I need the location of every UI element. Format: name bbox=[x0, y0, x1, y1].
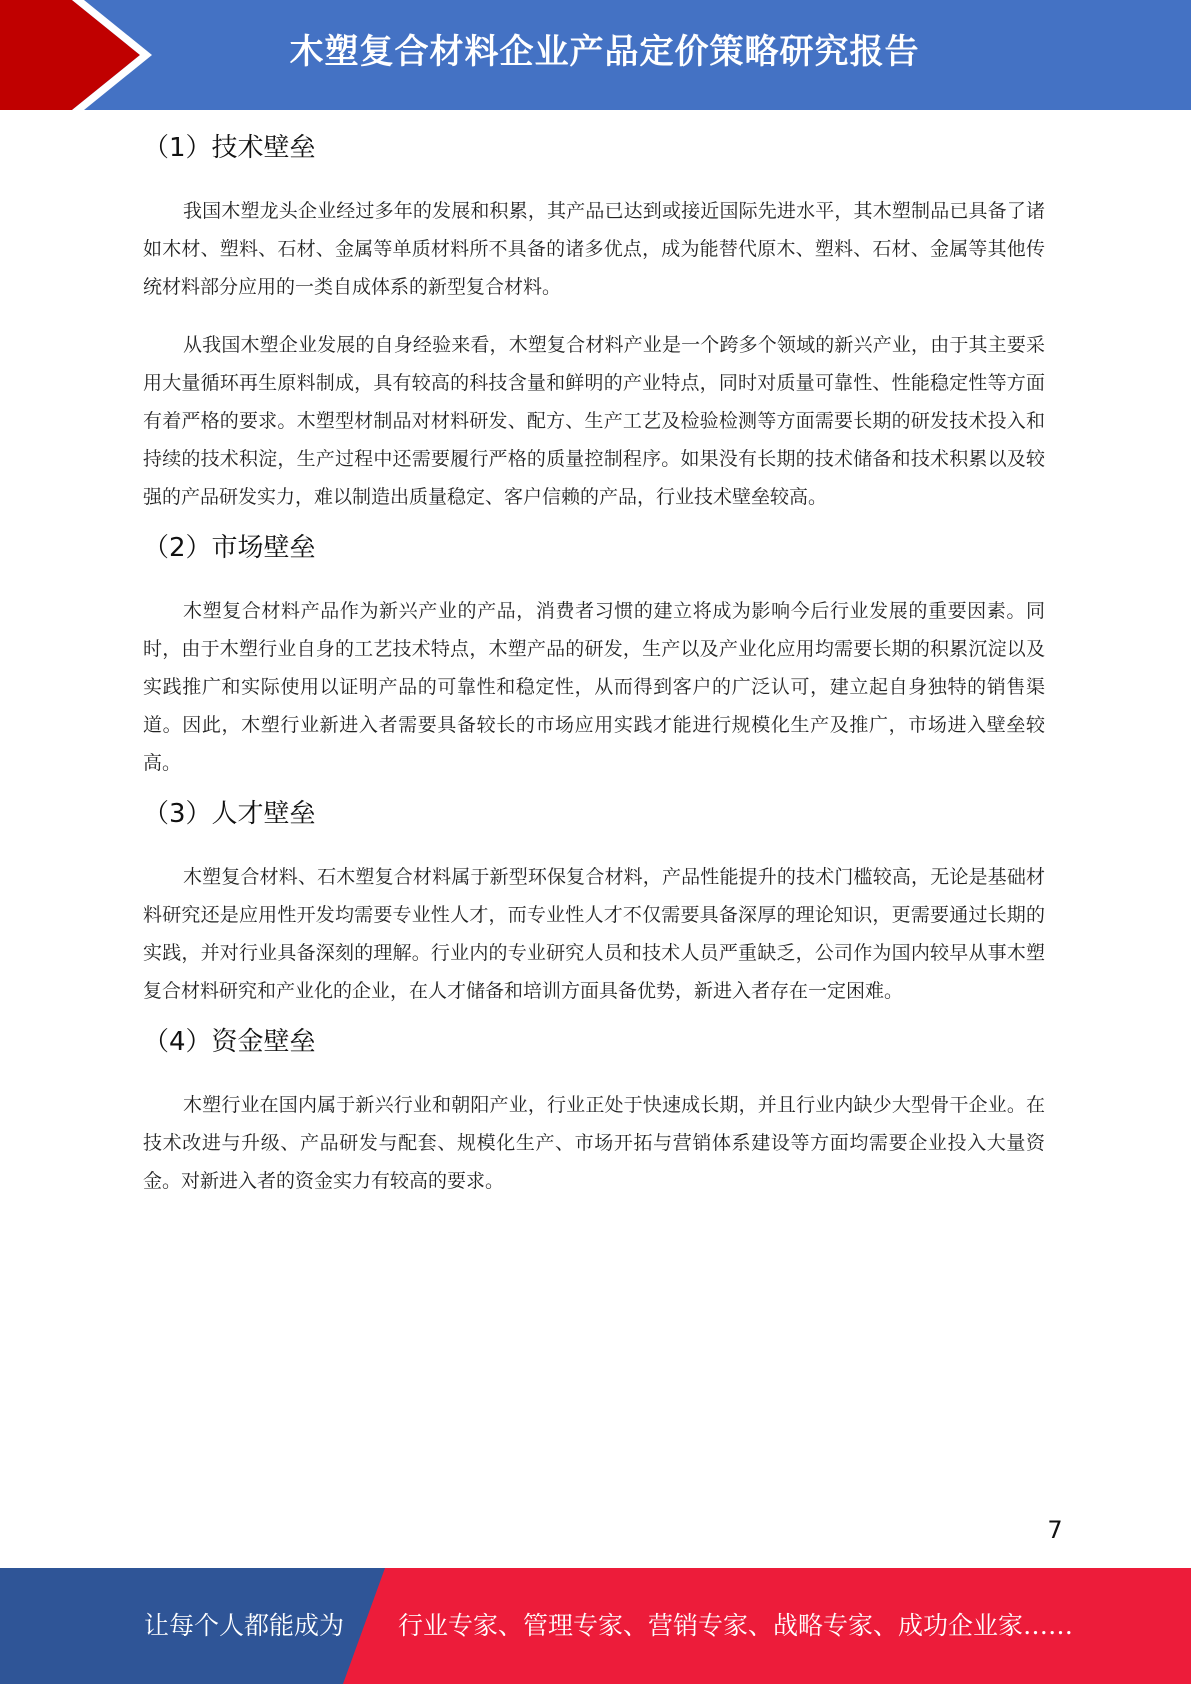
paragraph-technology-2: 从我国木塑企业发展的自身经验来看，木塑复合材料产业是一个跨多个领域的新兴产业，由于其主要采用大量循环再生原料制成，具有较高的科技含量和鲜明的产业特点，同时对质量可靠性、性能稳定性等方面有着严格的要求。木塑型材制品对材料研发、配方、生产工艺及检验检测等方面需要长期的研发技术投入和持续的技术积淀，生产过程中还需要履行严格的质量控制程序。如果没有长期的技术储备和技术积累以及较强的产品研发实力，难以制造出质量稳定、客户信赖的产品，行业技术壁垒较高。 bbox=[143, 334, 1045, 508]
report-footer bbox=[0, 1568, 1191, 1684]
section-heading-technology-barrier: （1）技术壁垒 bbox=[143, 133, 316, 163]
footer-slogan-left: 让每个人都能成为 bbox=[144, 1611, 345, 1640]
main-content bbox=[143, 126, 1045, 1200]
paragraph-capital-1: 木塑行业在国内属于新兴行业和朝阳产业，行业正处于快速成长期，并且行业内缺少大型骨干企业。在技术改进与升级、产品研发与配套、规模化生产、市场开拓与营销体系建设等方面均需要企业投入大量资金。对新进入者的资金实力有较高的要求。 bbox=[143, 1094, 1045, 1192]
footer-slogan-right: 行业专家、管理专家、营销专家、战略专家、成功企业家…… bbox=[398, 1611, 1074, 1640]
paragraph-market-1: 木塑复合材料产品作为新兴产业的产品，消费者习惯的建立将成为影响今后行业发展的重要因素。同时，由于木塑行业自身的工艺技术特点，木塑产品的研发，生产以及产业化应用均需要长期的积累沉淀以及实践推广和实际使用以证明产品的可靠性和稳定性，从而得到客户的广泛认可，建立起自身独特的销售渠道。因此，木塑行业新进入者需要具备较长的市场应用实践才能进行规模化生产及推广，市场进入壁垒较高。 bbox=[143, 600, 1045, 774]
section-heading-market-barrier: （2）市场壁垒 bbox=[143, 533, 316, 563]
report-title: 木塑复合材料企业产品定价策略研究报告 bbox=[289, 32, 920, 72]
paragraph-talent-1: 木塑复合材料、石木塑复合材料属于新型环保复合材料，产品性能提升的技术门槛较高，无论是基础材料研究还是应用性开发均需要专业性人才，而专业性人才不仅需要具备深厚的理论知识，更需要通过长期的实践，并对行业具备深刻的理解。行业内的专业研究人员和技术人员严重缺乏，公司作为国内较早从事木塑复合材料研究和产业化的企业，在人才储备和培训方面具备优势，新进入者存在一定困难。 bbox=[143, 866, 1045, 1002]
report-header bbox=[0, 0, 1191, 110]
paragraph-technology-1: 我国木塑龙头企业经过多年的发展和积累，其产品已达到或接近国际先进水平，其木塑制品已具备了诸如木材、塑料、石材、金属等单质材料所不具备的诸多优点，成为能替代原木、塑料、石材、金属等其他传统材料部分应用的一类自成体系的新型复合材料。 bbox=[143, 200, 1045, 298]
section-heading-capital-barrier: （4）资金壁垒 bbox=[143, 1027, 316, 1057]
section-heading-talent-barrier: （3）人才壁垒 bbox=[143, 799, 316, 829]
page-number: 7 bbox=[1047, 1516, 1063, 1544]
